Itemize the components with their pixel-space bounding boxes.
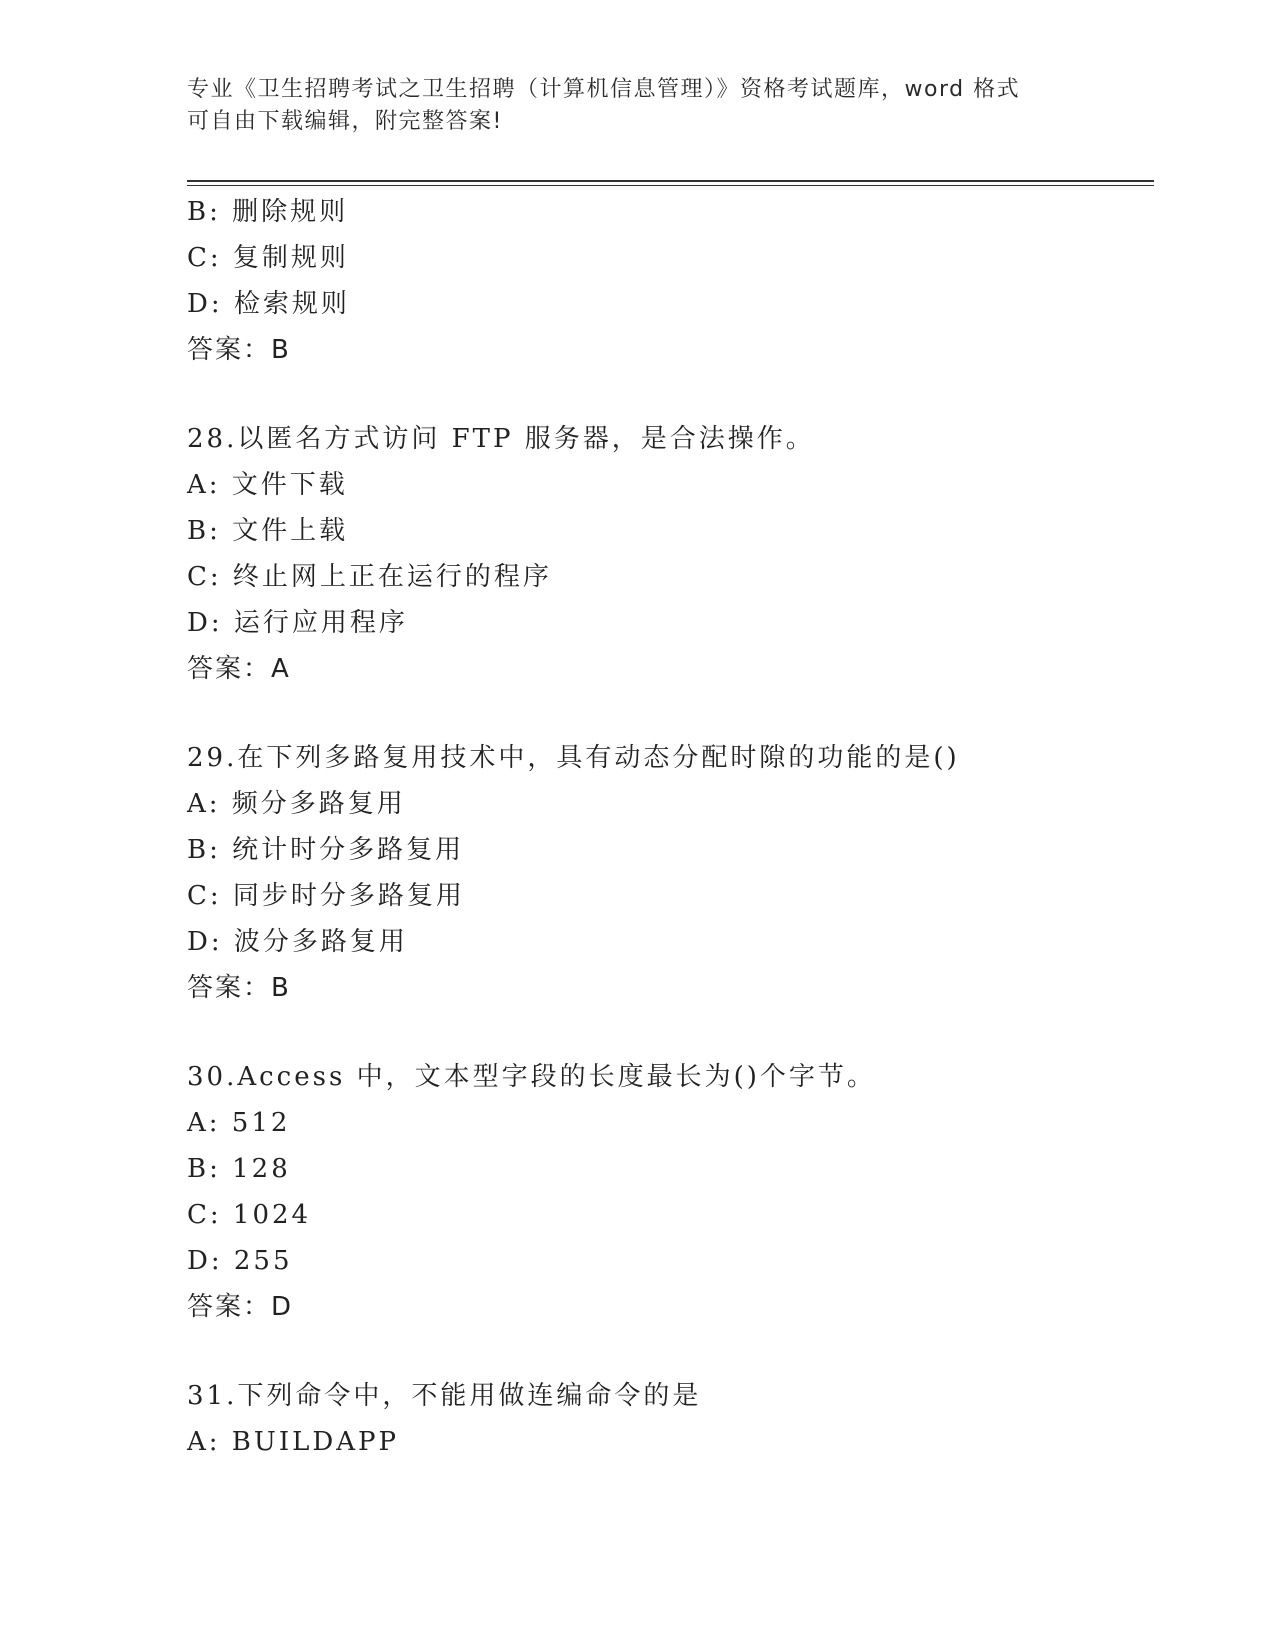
question-spacer: [187, 373, 1147, 416]
question-spacer: [187, 1011, 1147, 1054]
option-d: D: 255: [187, 1246, 293, 1276]
question-29: [187, 735, 1147, 1011]
option-c: C: 复制规则: [187, 243, 349, 273]
question-stem: 31.下列命令中，不能用做连编命令的是: [187, 1381, 702, 1411]
option-a: A: 512: [187, 1108, 291, 1138]
answer-line: 答案：B: [187, 335, 291, 365]
answer-line: 答案：A: [187, 654, 291, 684]
option-a: A: 文件下载: [187, 470, 348, 500]
question-28: [187, 416, 1147, 692]
question-stem: 29.在下列多路复用技术中，具有动态分配时隙的功能的是(): [187, 743, 960, 773]
header-divider-thick: [187, 180, 1154, 182]
option-b: B: 文件上载: [187, 516, 349, 546]
option-d: D: 检索规则: [187, 289, 350, 319]
header-divider-thin: [187, 185, 1154, 186]
option-b: B: 删除规则: [187, 197, 349, 227]
header-title-line-1: 专业《卫生招聘考试之卫生招聘（计算机信息管理）》资格考试题库，word 格式: [187, 77, 1021, 102]
answer-line: 答案：D: [187, 1292, 294, 1322]
option-d: D: 运行应用程序: [187, 608, 408, 638]
answer-line: 答案：B: [187, 973, 291, 1003]
question-spacer: [187, 692, 1147, 735]
question-list: [187, 189, 1147, 1465]
option-a: A: BUILDAPP: [187, 1427, 399, 1457]
option-c: C: 同步时分多路复用: [187, 881, 465, 911]
document-header: [187, 74, 1087, 138]
question-stem: 28.以匿名方式访问 FTP 服务器，是合法操作。: [187, 424, 815, 454]
carryover-question: [187, 189, 1147, 373]
option-c: C: 1024: [187, 1200, 312, 1230]
option-b: B: 统计时分多路复用: [187, 835, 465, 865]
header-title-line-2: 可自由下载编辑，附完整答案!: [187, 109, 503, 134]
option-d: D: 波分多路复用: [187, 927, 408, 957]
question-30: [187, 1054, 1147, 1330]
question-spacer: [187, 1330, 1147, 1373]
option-c: C: 终止网上正在运行的程序: [187, 562, 552, 592]
question-stem: 30.Access 中，文本型字段的长度最长为()个字节。: [187, 1062, 876, 1092]
question-31: [187, 1373, 1147, 1465]
option-b: B: 128: [187, 1154, 291, 1184]
option-a: A: 频分多路复用: [187, 789, 406, 819]
